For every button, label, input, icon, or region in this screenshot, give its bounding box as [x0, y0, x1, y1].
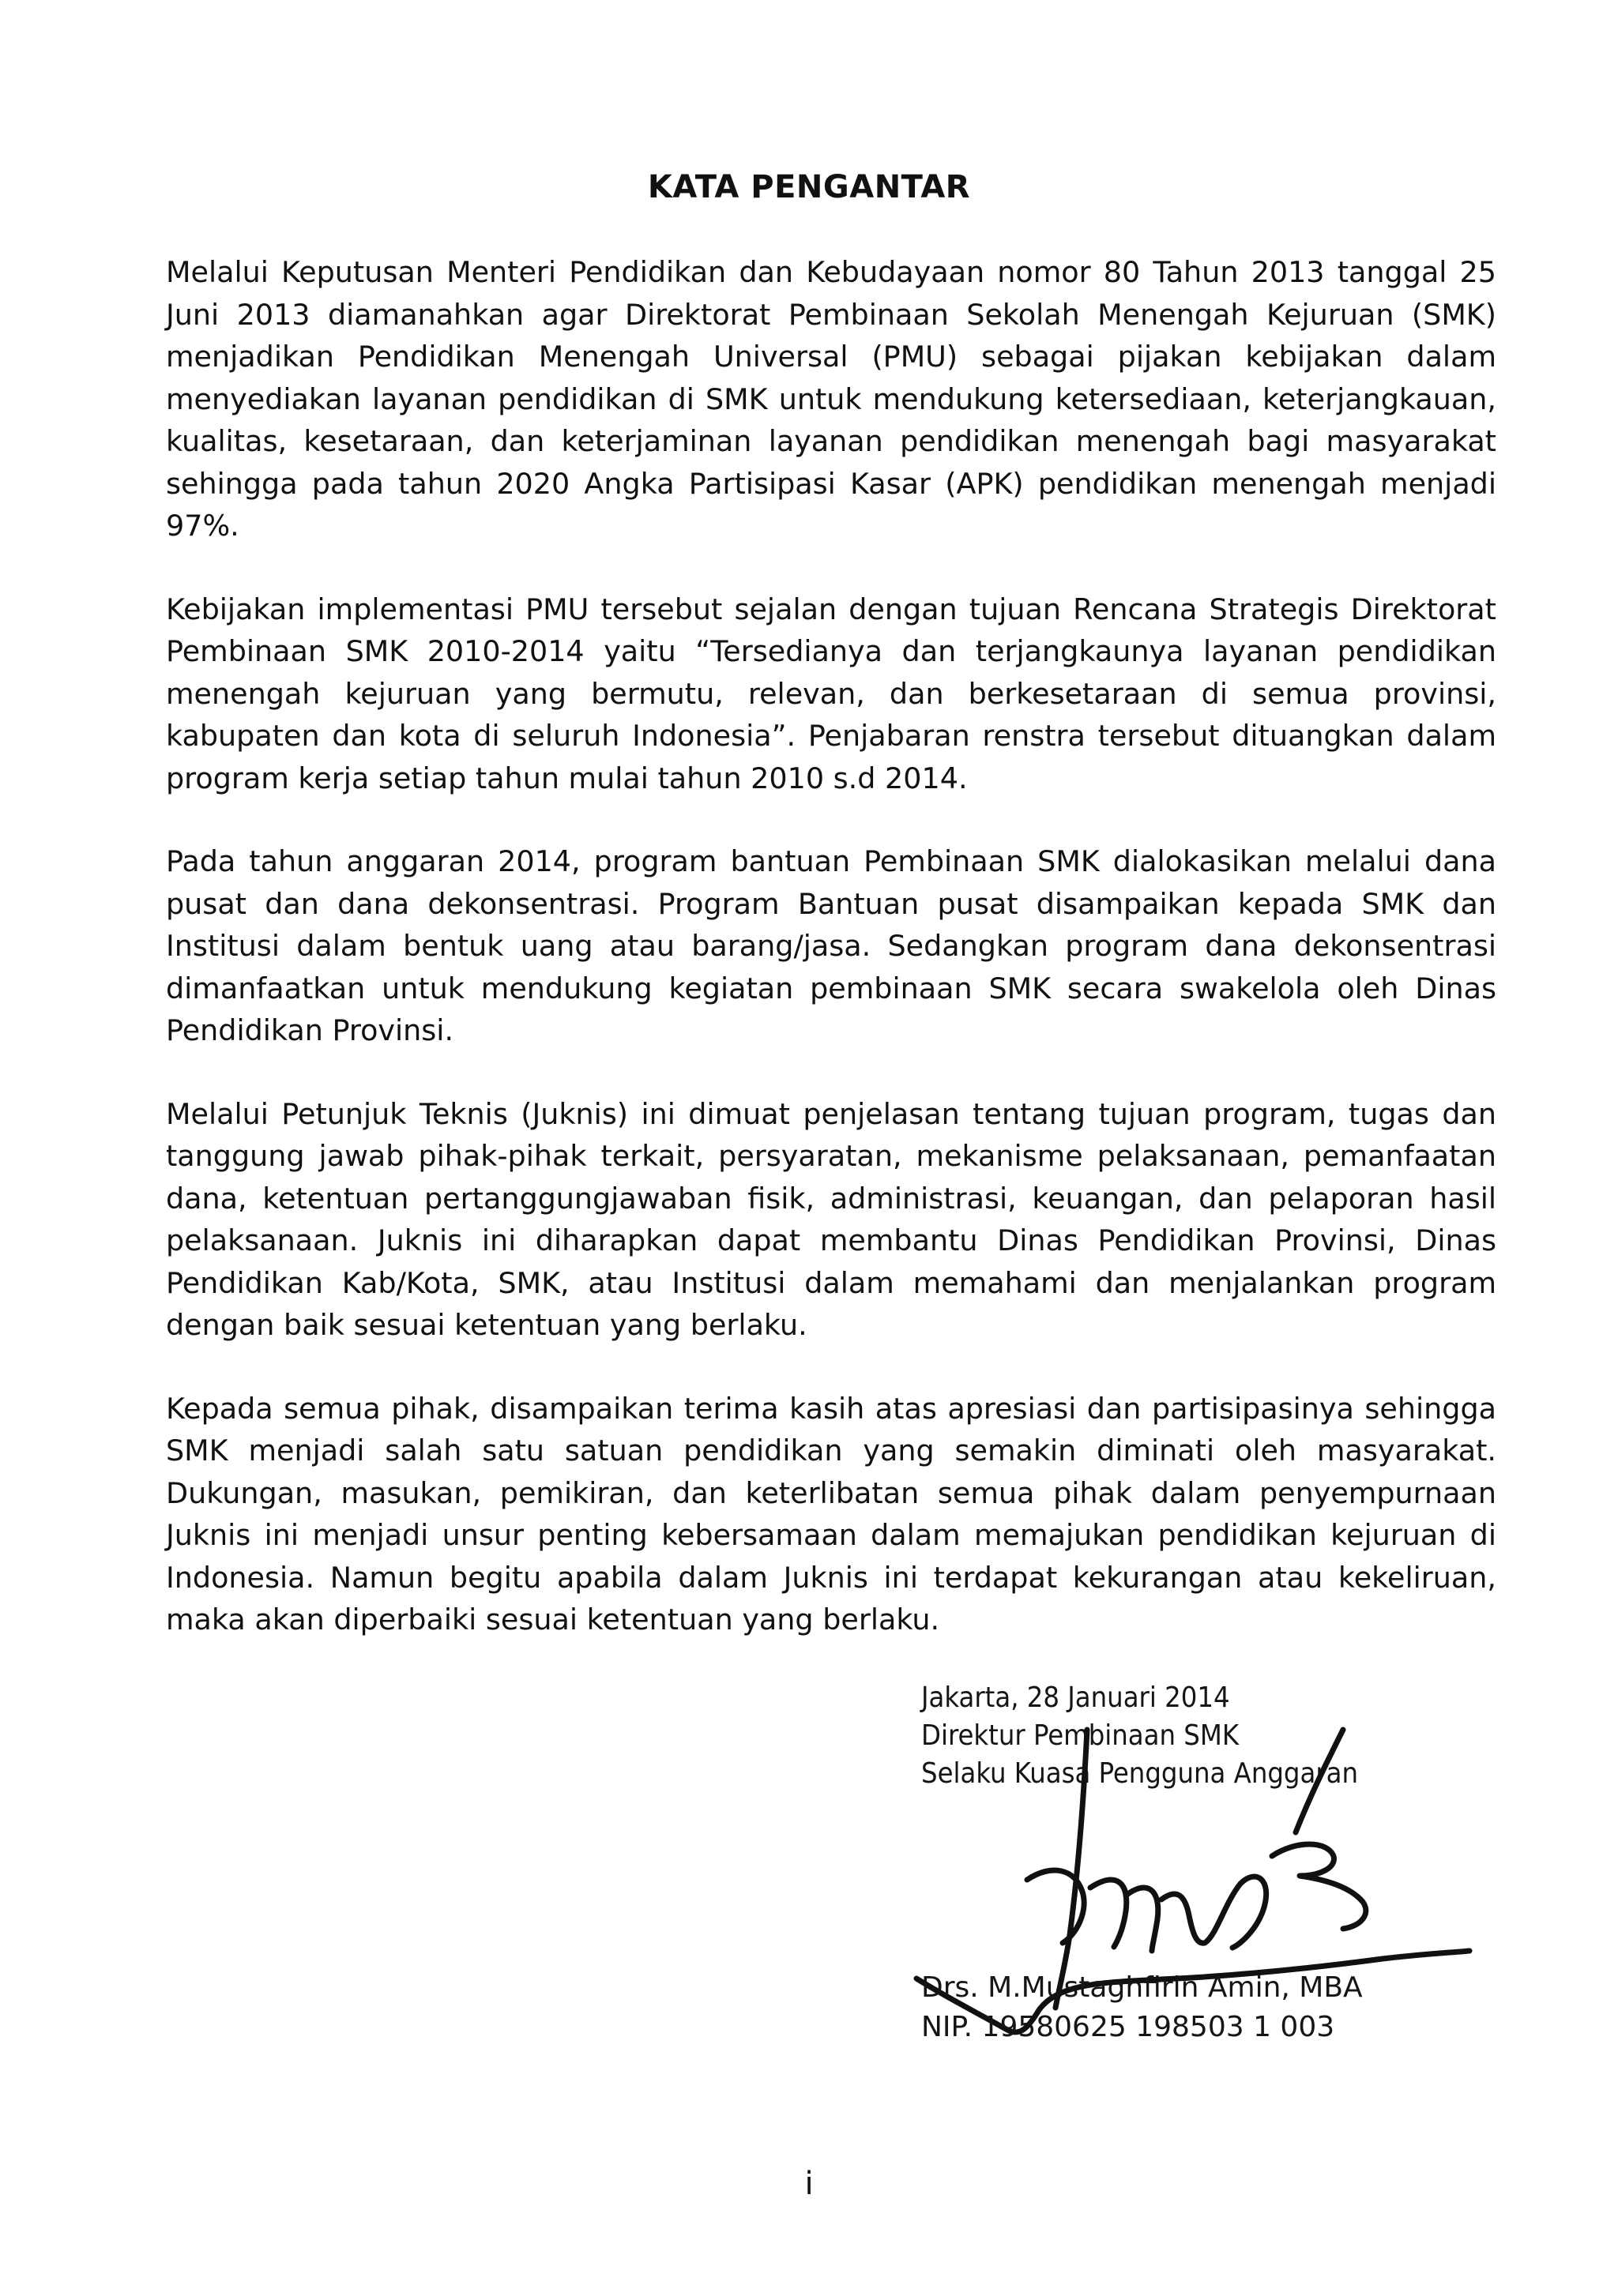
signatory-nip: NIP. 19580625 198503 1 003 — [921, 2011, 1335, 2043]
paragraph-5: Kepada semua pihak, disampaikan terima kasih atas apresiasi dan partisipasinya sehingga SMK menjadi salah satu satuan pendidikan yang semakin diminati oleh masyarakat. Dukungan, masukan, pemikiran, dan keterlibatan semua pihak dalam penyempurnaan Juknis ini menjadi unsur penting kebersamaan dalam memajukan pendidikan kejuruan di Indonesia. Namun begitu apabila dalam Juknis ini terdapat kekurangan atau kekeliruan, maka akan diperbaiki sesuai ketentuan yang berlaku. — [166, 1391, 1496, 1637]
signatory-name-block — [921, 1968, 1363, 2047]
paragraph-2: Kebijakan implementasi PMU tersebut sejalan dengan tujuan Rencana Strategis Direktorat Pembinaan SMK 2010-2014 yaitu “Tersedianya dan terjangkaunya layanan pendidikan menengah kejuruan yang bermutu, relevan, dan berkesetaraan di semua provinsi, kabupaten dan kota di seluruh Indonesia”. Penjabaran renstra tersebut dituangkan dalam program kerja setiap tahun mulai tahun 2010 s.d 2014. — [166, 592, 1496, 795]
paragraph-4: Melalui Petunjuk Teknis (Juknis) ini dimuat penjelasan tentang tujuan program, tugas dan tanggung jawab pihak-pihak terkait, persyaratan, mekanisme pelaksanaan, pemanfaatan dana, ketentuan pertanggungjawaban fisik, administrasi, keuangan, dan pelaporan hasil pelaksanaan. Juknis ini diharapkan dapat membantu Dinas Pendidikan Provinsi, Dinas Pendidikan Kab/Kota, SMK, atau Institusi dalam memahami dan menjalankan program dengan baik sesuai ketentuan yang berlaku. — [166, 1096, 1496, 1342]
document-body — [166, 251, 1496, 1682]
signature-place-date: Jakarta, 28 Januari 2014 — [921, 1682, 1230, 1714]
paragraph-3: Pada tahun anggaran 2014, program bantuan Pembinaan SMK dialokasikan melalui dana pusat dan dana dekonsentrasi. Program Bantuan pusat disampaikan kepada SMK dan Institusi dalam bentuk uang atau barang/jasa. Sedangkan program dana dekonsentrasi dimanfaatkan untuk mendukung kegiatan pembinaan SMK secara swakelola oleh Dinas Pendidikan Provinsi. — [166, 844, 1496, 1047]
signatory-name: Drs. M.Mustaghfirin Amin, MBA — [921, 1971, 1363, 2004]
page-title: KATA PENGANTAR — [647, 169, 971, 205]
signature-position: Direktur Pembinaan SMK — [921, 1719, 1240, 1752]
signature-role: Selaku Kuasa Pengguna Anggaran — [921, 1757, 1359, 1790]
page-number: i — [804, 2166, 814, 2202]
signature-block — [921, 1679, 1474, 1793]
paragraph-1: Melalui Keputusan Menteri Pendidikan dan Kebudayaan nomor 80 Tahun 2013 tanggal 25 Juni 2013 diamanahkan agar Direktorat Pembinaan Sekolah Menengah Kejuruan (SMK) menjadikan Pendidikan Menengah Universal (PMU) sebagai pijakan kebijakan dalam menyediakan layanan pendidikan di SMK untuk mendukung ketersediaan, keterjangkauan, kualitas, kesetaraan, dan keterjaminan layanan pendidikan menengah bagi masyarakat sehingga pada tahun 2020 Angka Partisipasi Kasar (APK) pendidikan menengah menjadi 97%. — [166, 255, 1496, 543]
